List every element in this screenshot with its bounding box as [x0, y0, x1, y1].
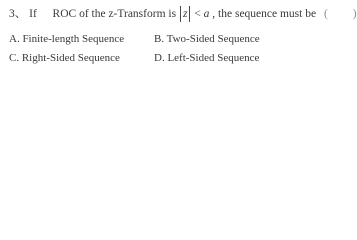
answer-paren-open: ( — [323, 8, 328, 21]
answer-paren-close: ) — [352, 8, 357, 21]
option-c[interactable]: C. Right-Sided Sequence — [9, 52, 120, 64]
option-d[interactable]: D. Left-Sided Sequence — [154, 52, 260, 64]
abs-z-expression — [180, 6, 190, 22]
abs-variable: z — [182, 8, 188, 21]
option-b[interactable]: B. Two-Sided Sequence — [154, 33, 260, 45]
question-text-part2: , the sequence must be — [212, 8, 317, 21]
less-than-symbol: < — [194, 8, 201, 21]
question-stem — [9, 3, 357, 25]
option-a[interactable]: A. Finite-length Sequence — [9, 33, 125, 45]
question-number: 3、 — [9, 8, 27, 21]
question-if-word: If — [29, 8, 37, 21]
question-text-part1: ROC of the z-Transform is — [52, 8, 177, 21]
answer-options — [9, 31, 344, 67]
variable-a: a — [203, 8, 210, 21]
